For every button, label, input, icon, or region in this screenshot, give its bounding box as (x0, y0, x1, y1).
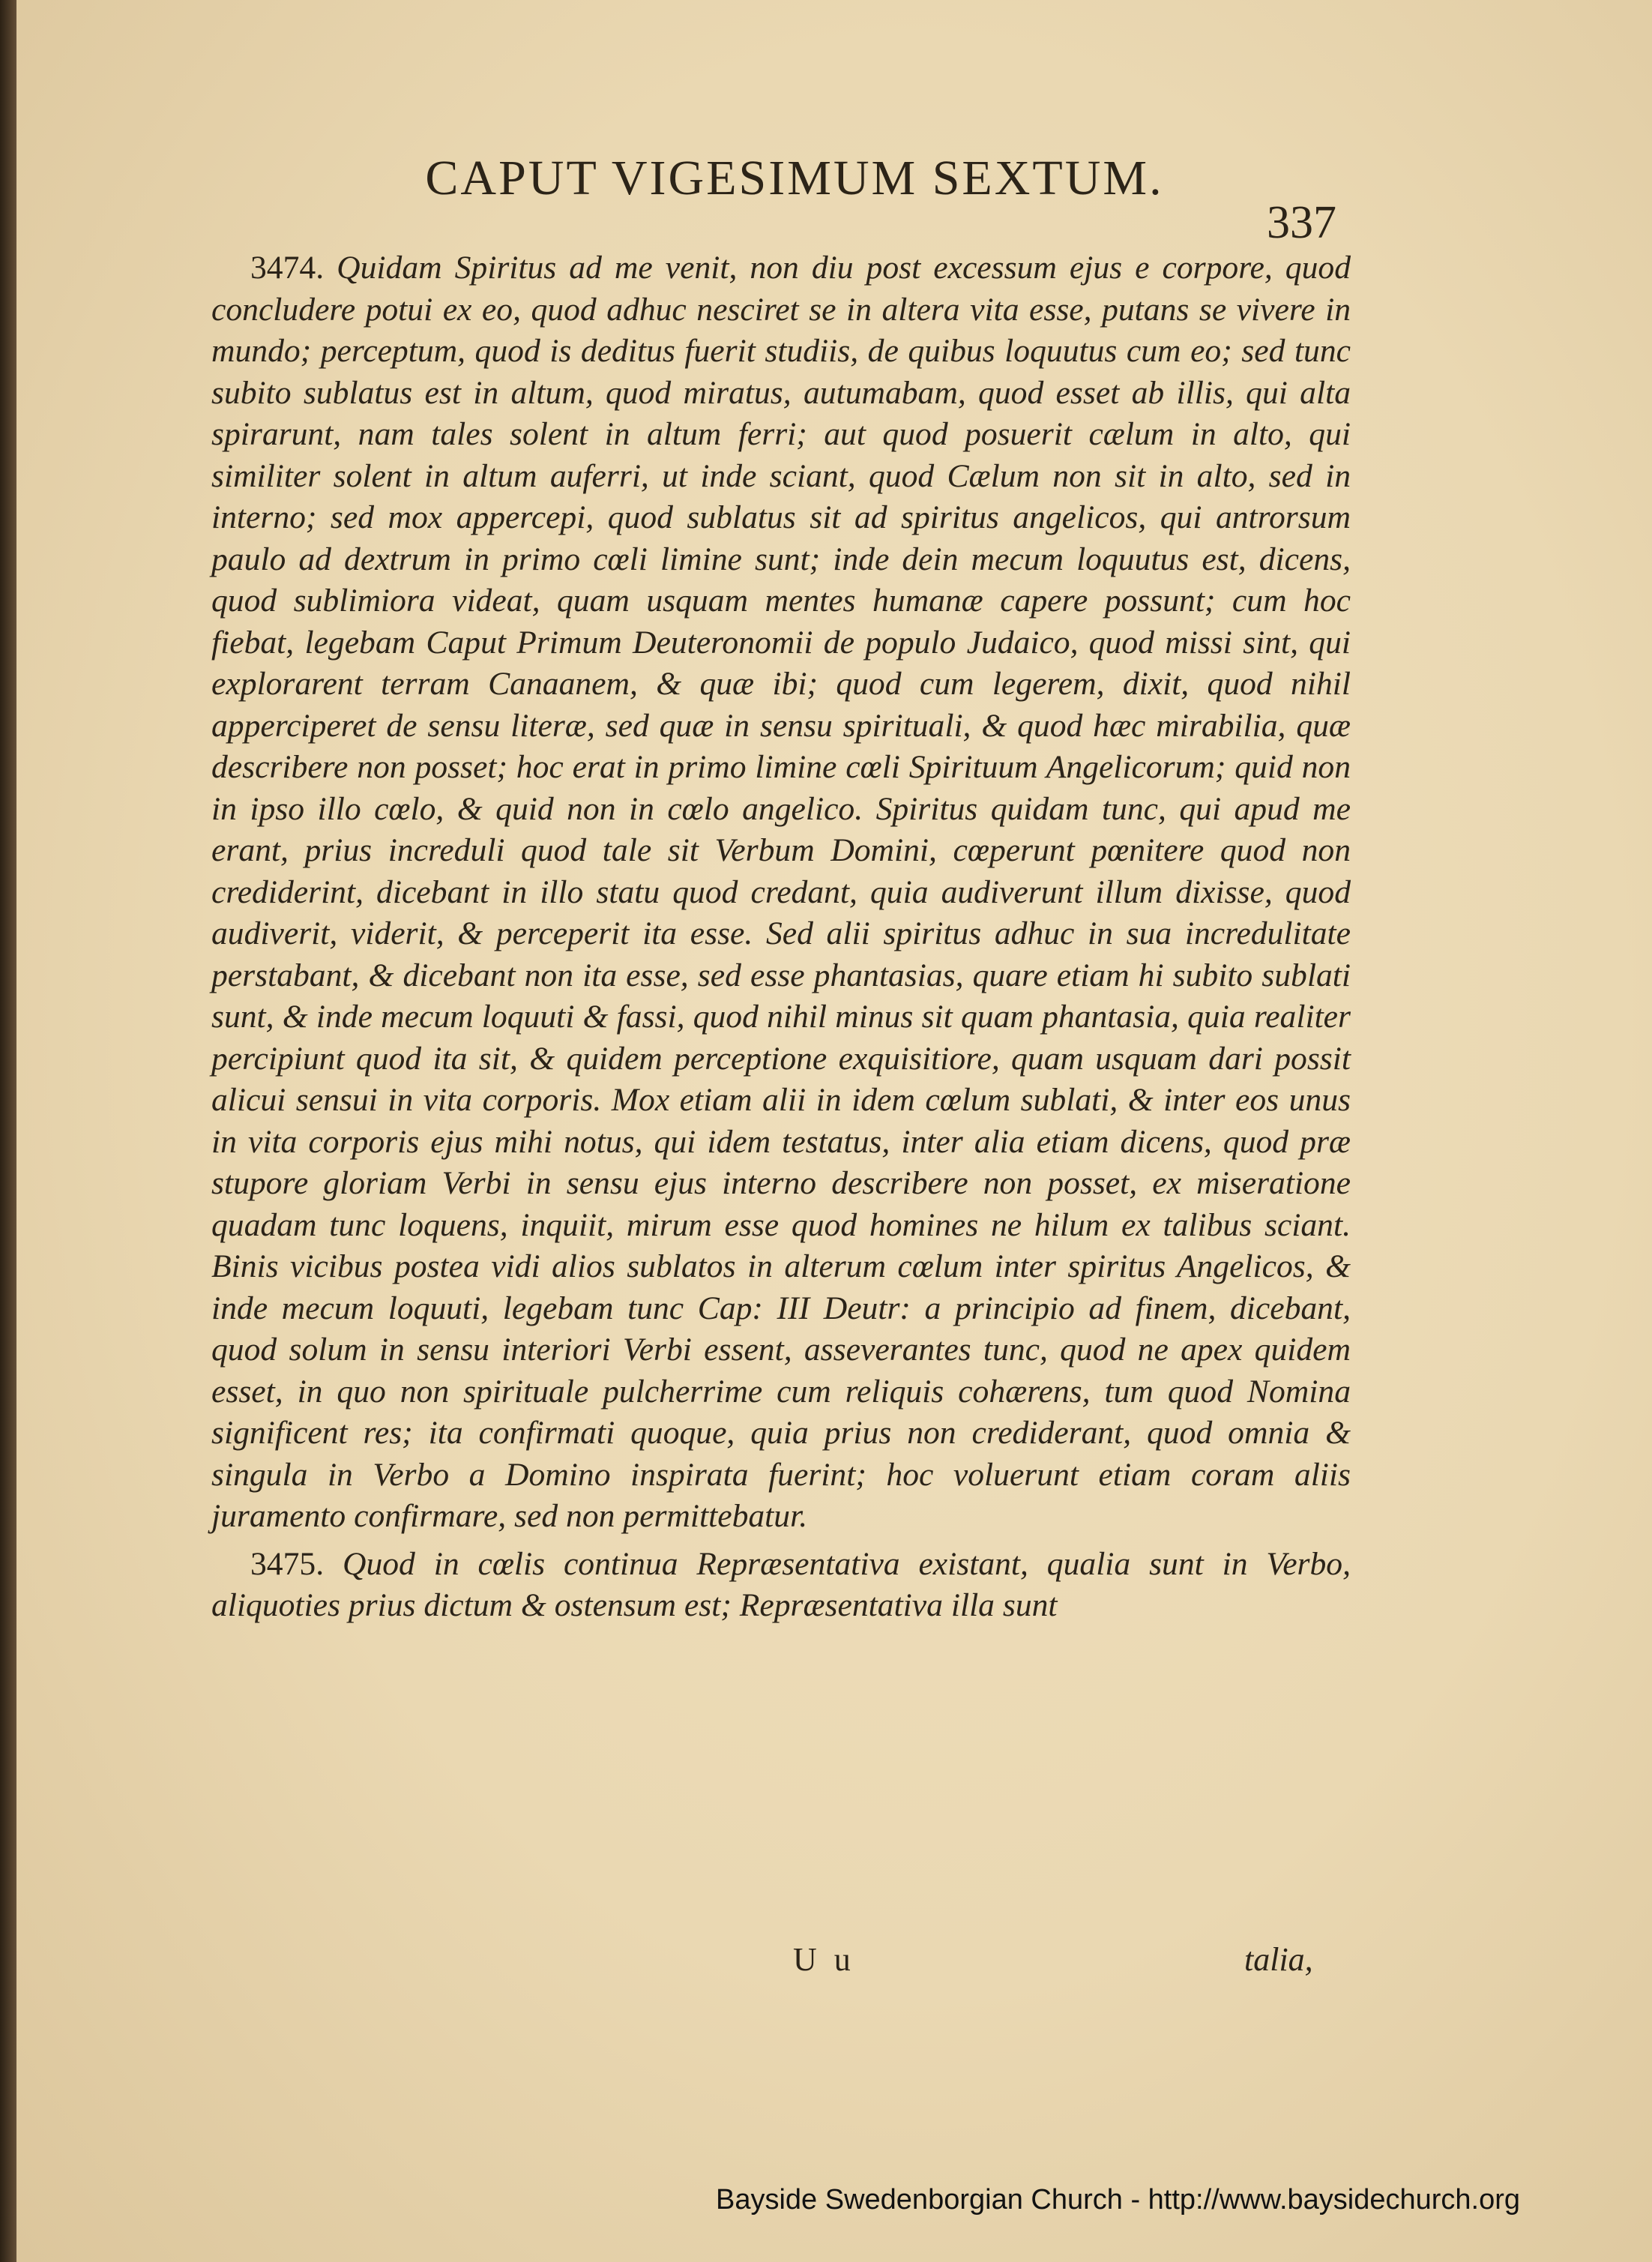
paragraph-text: Quidam Spiritus ad me venit, non diu post excessum ejus e corpore, quod concludere potui ex eo, quod adhuc nesciret se in altera vita esse, putans se vivere in mundo; perceptum, quod is deditus fuerit studiis, de quibus loquutus cum eo; sed tunc subito sublatus est in altum, quod miratus, autumabam, quod esset ab illis, qui alta spirarunt, nam tales solent in altum ferri; aut quod posuerit cælum in alto, qui similiter solent in altum auferri, ut inde sciant, quod Cælum non sit in alto, sed in interno; sed mox appercepi, quod sublatus sit ad spiritus angelicos, qui antrorsum paulo ad dextrum in primo cœli limine sunt; inde dein mecum loquutus est, dicens, quod sublimiora videat, quam usquam mentes humanæ capere possunt; cum hoc fiebat, legebam Caput Primum Deuteronomii de populo Judaico, quod missi sint, qui explorarent terram Canaanem, & quæ ibi; quod cum legerem, dixit, quod nihil apperciperet de sensu literæ, sed quæ in sensu spirituali, & quod hæc mirabilia, quæ describere non posset; hoc erat in primo limine cœli Spirituum Angelicorum; quid non in ipso illo cœlo, & quid non in cœlo angelico. Spiritus quidam tunc, qui apud me erant, prius increduli quod tale sit Verbum Domini, cœperunt pœnitere quod non crediderint, dicebant in illo statu quod credant, quia audiverunt illum dixisse, quod audiverit, viderit, & perceperit ita esse. Sed alii spiritus adhuc in sua incredulitate perstabant, & dicebant non ita esse, sed esse phantasias, quare etiam hi subito sublati sunt, & inde mecum loquuti & fassi, quod nihil minus sit quam phantasia, quia realiter percipiunt quod ita sit, & quidem perceptione exquisitiore, quam usquam dari possit alicui sensui in vita corporis. Mox etiam alii in idem cœlum sublati, & inter eos unus in vita corporis ejus mihi notus, qui idem testatus, inter alia etiam dicens, quod præ stupore gloriam Verbi in sensu ejus interno describere non posset, ex miseratione quadam tunc loquens, inquiit, mirum esse quod homines ne hilum ex talibus sciant. Binis vicibus postea vidi alios sublatos in alterum cœlum inter spiritus Angelicos, & inde mecum loquuti, legebam tunc Cap: III Deutr: a principio ad finem, dicebant, quod solum in sensu interiori Verbi essent, asseverantes tunc, quod ne apex quidem esset, in quo non spirituale pulcherrime cum reliquis cohærens, tum quod Nomina significent res; ita confirmati quoque, quia prius non crediderant, quod omnia & singula in Verbo a Domino inspirata fuerint; hoc voluerunt etiam coram aliis juramento confirmare, sed non permittebatur. (211, 250, 1351, 1534)
paragraph-3475 (211, 1544, 1351, 1627)
paragraph-number: 3475. (250, 1545, 325, 1582)
paragraph-number: 3474. (250, 250, 325, 286)
page-number: 337 (1267, 197, 1336, 248)
signature-mark: U u (793, 1941, 855, 1978)
source-watermark: Bayside Swedenborgian Church - http://www.baysidechurch.org (716, 2184, 1521, 2216)
running-title: CAPUT VIGESIMUM SEXTUM. (425, 151, 1164, 205)
main-text (211, 247, 1351, 1627)
paragraph-text: Quod in cœlis continua Repræsentativa existant, qualia sunt in Verbo, aliquoties prius dictum & ostensum est; Repræsentativa illa sunt (211, 1545, 1351, 1623)
catchword: talia, (1244, 1941, 1313, 1978)
paragraph-3474 (211, 247, 1351, 1538)
